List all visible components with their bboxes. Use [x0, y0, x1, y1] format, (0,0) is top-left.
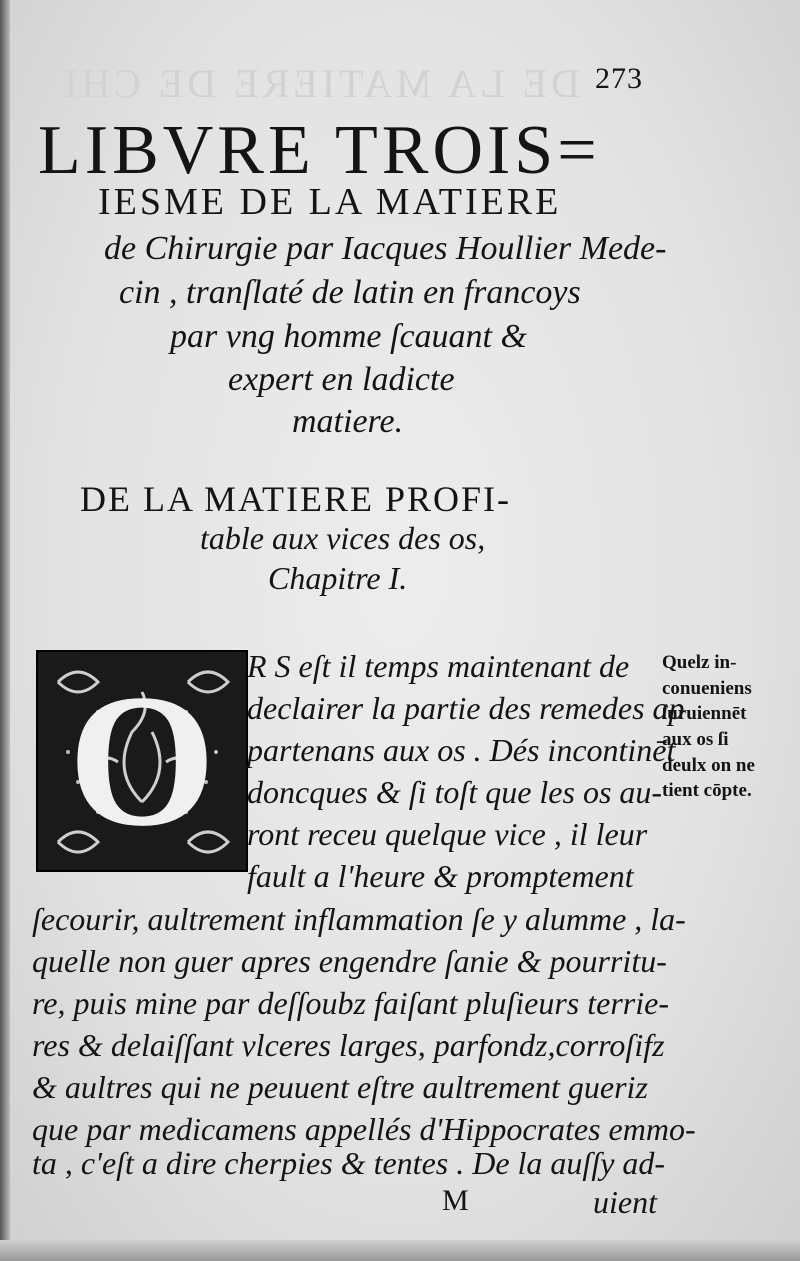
catchword: uient [593, 1184, 657, 1220]
body-line: & aultres qui ne peuuent eſtre aultrement gueriz [32, 1069, 648, 1105]
margin-note [662, 650, 780, 804]
body-line: quelle non guer apres engendre ſanie & pourritu- [32, 943, 667, 979]
body-line: partenans aux os . Dés incontinēt [247, 732, 676, 768]
title-line-6: expert en ladicte [228, 361, 455, 398]
body-line: ſecourir, aultrement inflammation ſe y alumme , la- [32, 901, 686, 937]
body-line: doncques & ſi toſt que les os au- [247, 774, 663, 810]
title-line-1: LIBVRE TROIS= [38, 112, 601, 189]
title-line-4: cin , tranſlaté de latin en francoys [119, 274, 581, 311]
margin-note-line: aux os ſi [662, 728, 729, 750]
body-line: fault a l'heure & promptement [247, 858, 634, 894]
body-line: res & delaiſſant vlceres larges, parfondz,corroſifz [32, 1027, 665, 1063]
margin-note-line: tient cōpte. [662, 780, 752, 802]
body-line: que par medicamens appellés d'Hippocrates emmo- [32, 1111, 696, 1147]
body-line: re, puis mine par deſſoubz faiſant pluſieurs terrie- [32, 985, 669, 1021]
decorated-initial [36, 650, 248, 872]
margin-note-line: conueniens [662, 677, 752, 699]
page-number: 273 [595, 62, 643, 95]
body-line: ront receu quelque vice , il leur [247, 816, 648, 852]
title-line-5: par vng homme ſcauant & [170, 318, 527, 355]
bleed-through-text: DE LA MATIERE DE CHI [60, 61, 580, 106]
body-line: ta , c'eſt a dire cherpies & tentes . De la auſſy ad- [32, 1145, 666, 1181]
body-line: declairer la partie des remedes ap [247, 690, 685, 726]
title-line-2: IESME DE LA MATIERE [98, 181, 562, 223]
margin-note-line: Quelz in- [662, 652, 737, 673]
chapter-subheading: table aux vices des os, [200, 520, 486, 556]
title-line-7: matiere. [292, 403, 404, 440]
chapter-heading: DE LA MATIERE PROFI- [80, 479, 512, 519]
margin-note-line: deulx on ne [662, 754, 755, 776]
initial-letter: O [68, 656, 216, 866]
signature-mark: M [442, 1184, 469, 1217]
chapter-number: Chapitre I. [268, 560, 408, 596]
title-line-3: de Chirurgie par Iacques Houllier Mede- [104, 230, 667, 267]
body-line: R S eſt il temps maintenant de [247, 648, 630, 684]
margin-note-line: ſuruiennēt [662, 703, 747, 725]
